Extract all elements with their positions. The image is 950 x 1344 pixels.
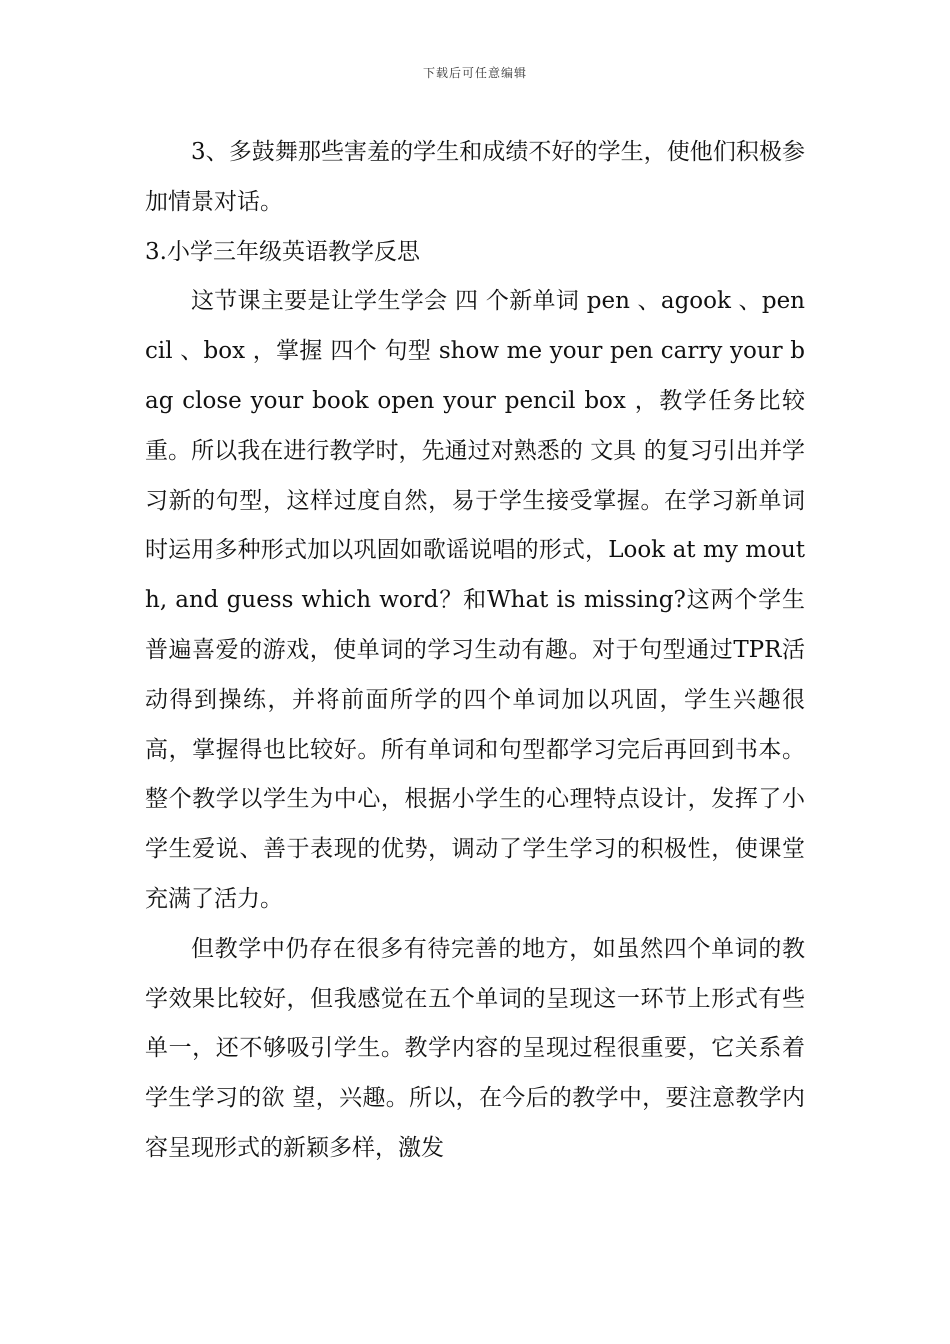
paragraph-improvements: 但教学中仍存在很多有待完善的地方，如虽然四个单词的教学效果比较好，但我感觉在五个单词的呈现这一环节上形式有些单一，还不够吸引学生。教学内容的呈现过程很重要，它关系着学生学习的欲 望，兴趣。所以，在今后的教学中，要注意教学内容呈现形式的新颖多样，激发 [145,935,805,1161]
document-body [145,128,805,1174]
page-header-note: 下载后可任意编辑 [422,66,527,80]
section-heading: 3.小学三年级英语教学反思 [145,238,420,265]
paragraph-lesson-summary: 这节课主要是让学生学会 四 个新单词 pen 、agook 、pencil 、box ，掌握 四个 句型 show me your pen carry your bag close your book open your pencil box ，教学任务比较重。所以我在进行教学时，先通过对熟悉的 文具 的复习引出并学习新的句型，这样过度自然，易于学生接受掌握。在学习新单词时运用多种形式加以巩固如歌谣说唱的形式，Look at my mouth, and guess which word？和What is missing?这两个学生普遍喜爱的游戏，使单词的学习生动有趣。对于句型通过TPR活动得到操练，并将前面所学的四个单词加以巩固，学生兴趣很高，掌握得也比较好。所有单词和句型都学习完后再回到书本。整个教学以学生为中心，根据小学生的心理特点设计，发挥了小学生爱说、善于表现的优势，调动了学生学习的积极性，使课堂充满了活力。 [145,288,805,912]
paragraph-encourage-shy-students: 3、多鼓舞那些害羞的学生和成绩不好的学生，使他们积极参加情景对话。 [145,139,805,215]
